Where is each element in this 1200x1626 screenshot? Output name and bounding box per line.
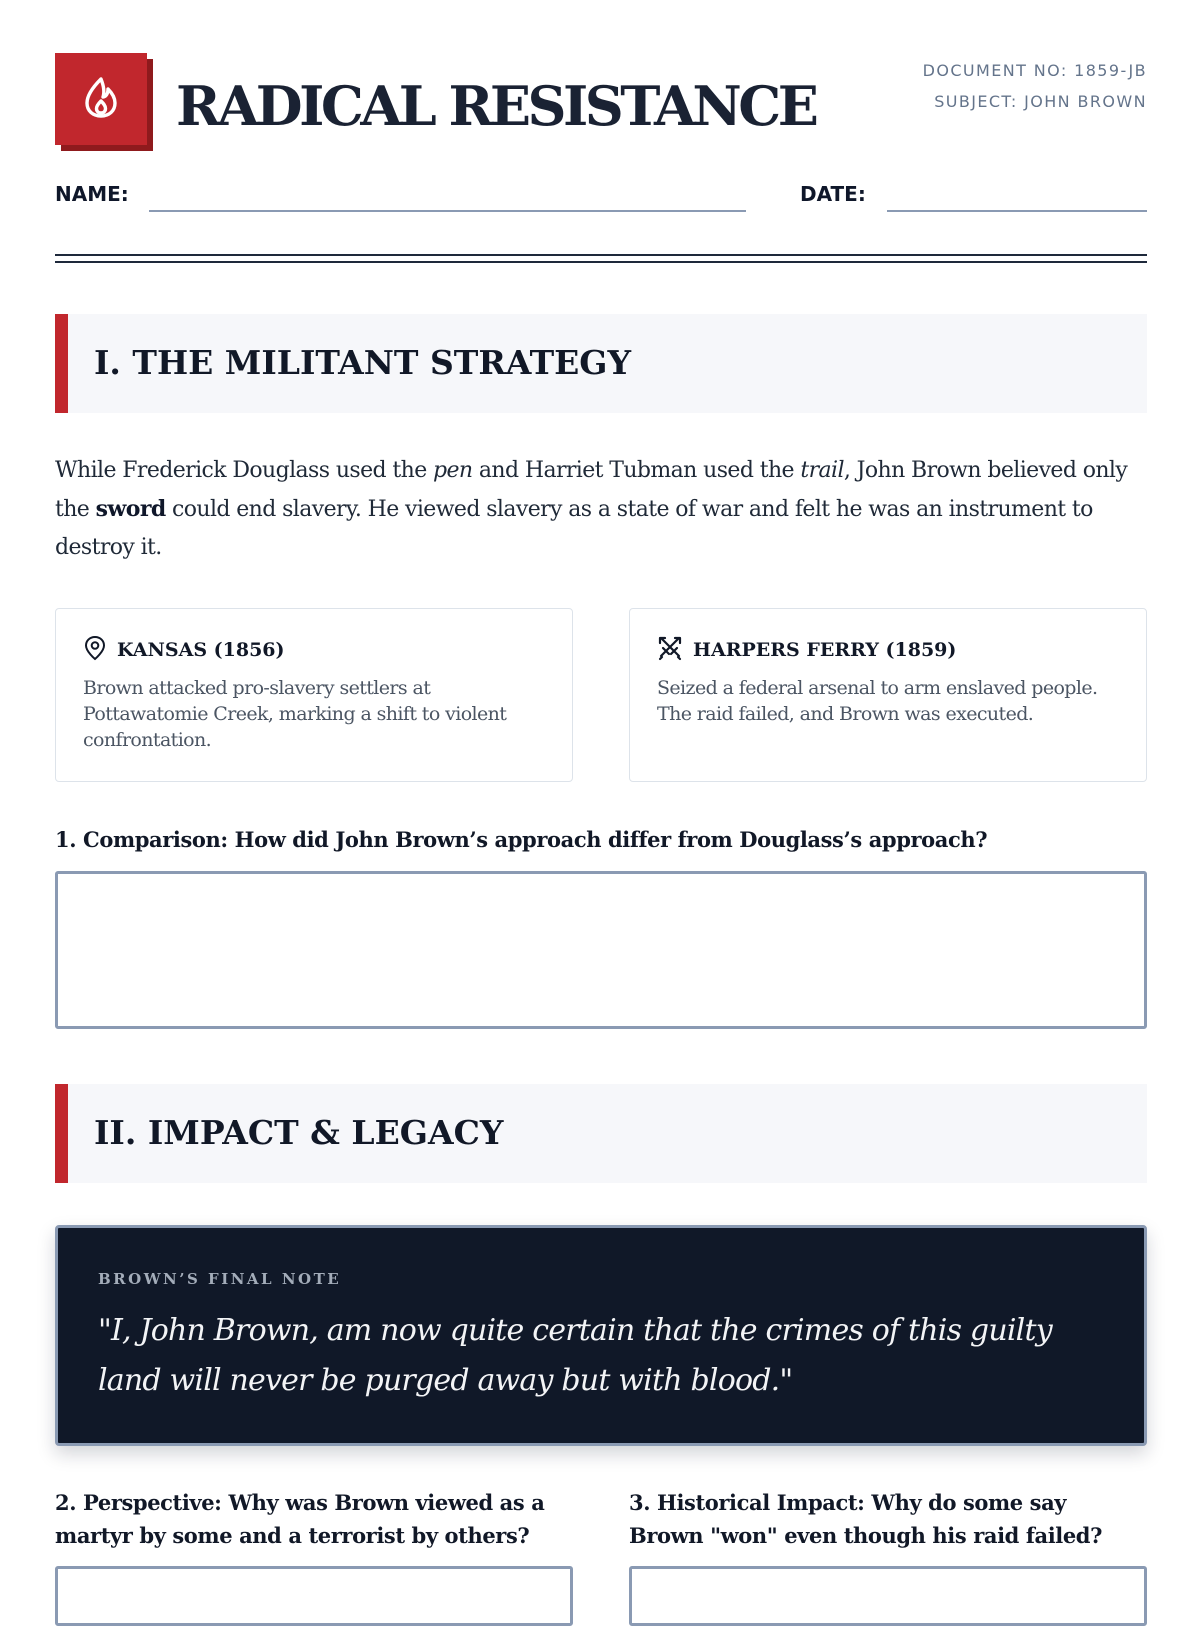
date-field[interactable] [887,210,1147,212]
page-title: RADICAL RESISTANCE [176,74,816,138]
document-meta [923,55,1147,117]
card-body: Brown attacked pro-slavery settlers at Pottawatomie Creek, marking a shift to violent confrontation. [83,677,507,751]
card-title: KANSAS (1856) [117,639,285,661]
crossed-swords-icon [657,635,683,665]
section-title: II. IMPACT & LEGACY [94,1113,504,1152]
name-label: NAME: [55,182,129,206]
section-title: I. THE MILITANT STRATEGY [94,343,632,382]
card-title: HARPERS FERRY (1859) [693,639,957,661]
section-accent-bar [55,1084,68,1183]
date-label: DATE: [800,182,866,206]
card-body: Seized a federal arsenal to arm enslaved people. The raid failed, and Brown was executed. [657,677,1098,725]
logo [55,53,153,151]
name-field[interactable] [149,210,746,212]
answer-box-1[interactable] [55,871,1147,1029]
name-date-row [55,178,1147,218]
worksheet-page [55,0,1147,1600]
flame-icon [81,75,121,123]
section-header-militant-strategy [55,314,1147,413]
section-header-impact-legacy [55,1084,1147,1183]
header [55,53,1147,153]
document-subject: SUBJECT: JOHN BROWN [934,92,1147,111]
quote-text: "I, John Brown, am now quite certain that the crimes of this guilty land will never be purged away but with blood." [98,1313,1052,1398]
intro-paragraph: While Frederick Douglass used the pen and Harriet Tubman used the trail, John Brown believed only the sword could end slavery. He viewed slavery as a state of war and felt he was an instrument to destroy it. [55,458,1128,560]
question-3: 3. Historical Impact: Why do some say Brown "won" even though his raid failed? [629,1490,1102,1548]
answer-box-2[interactable] [55,1566,573,1626]
double-rule-divider [55,254,1147,263]
answer-box-3[interactable] [629,1566,1147,1626]
quote-block [55,1225,1147,1446]
section-accent-bar [55,314,68,413]
quote-label: BROWN’S FINAL NOTE [98,1270,342,1288]
document-number: DOCUMENT NO: 1859-JB [922,61,1147,80]
event-card-harpers-ferry [629,608,1147,782]
event-card-kansas [55,608,573,782]
question-2: 2. Perspective: Why was Brown viewed as a martyr by some and a terrorist by others? [55,1490,545,1548]
map-pin-icon [83,635,107,665]
question-1: 1. Comparison: How did John Brown’s approach differ from Douglass’s approach? [55,827,988,852]
